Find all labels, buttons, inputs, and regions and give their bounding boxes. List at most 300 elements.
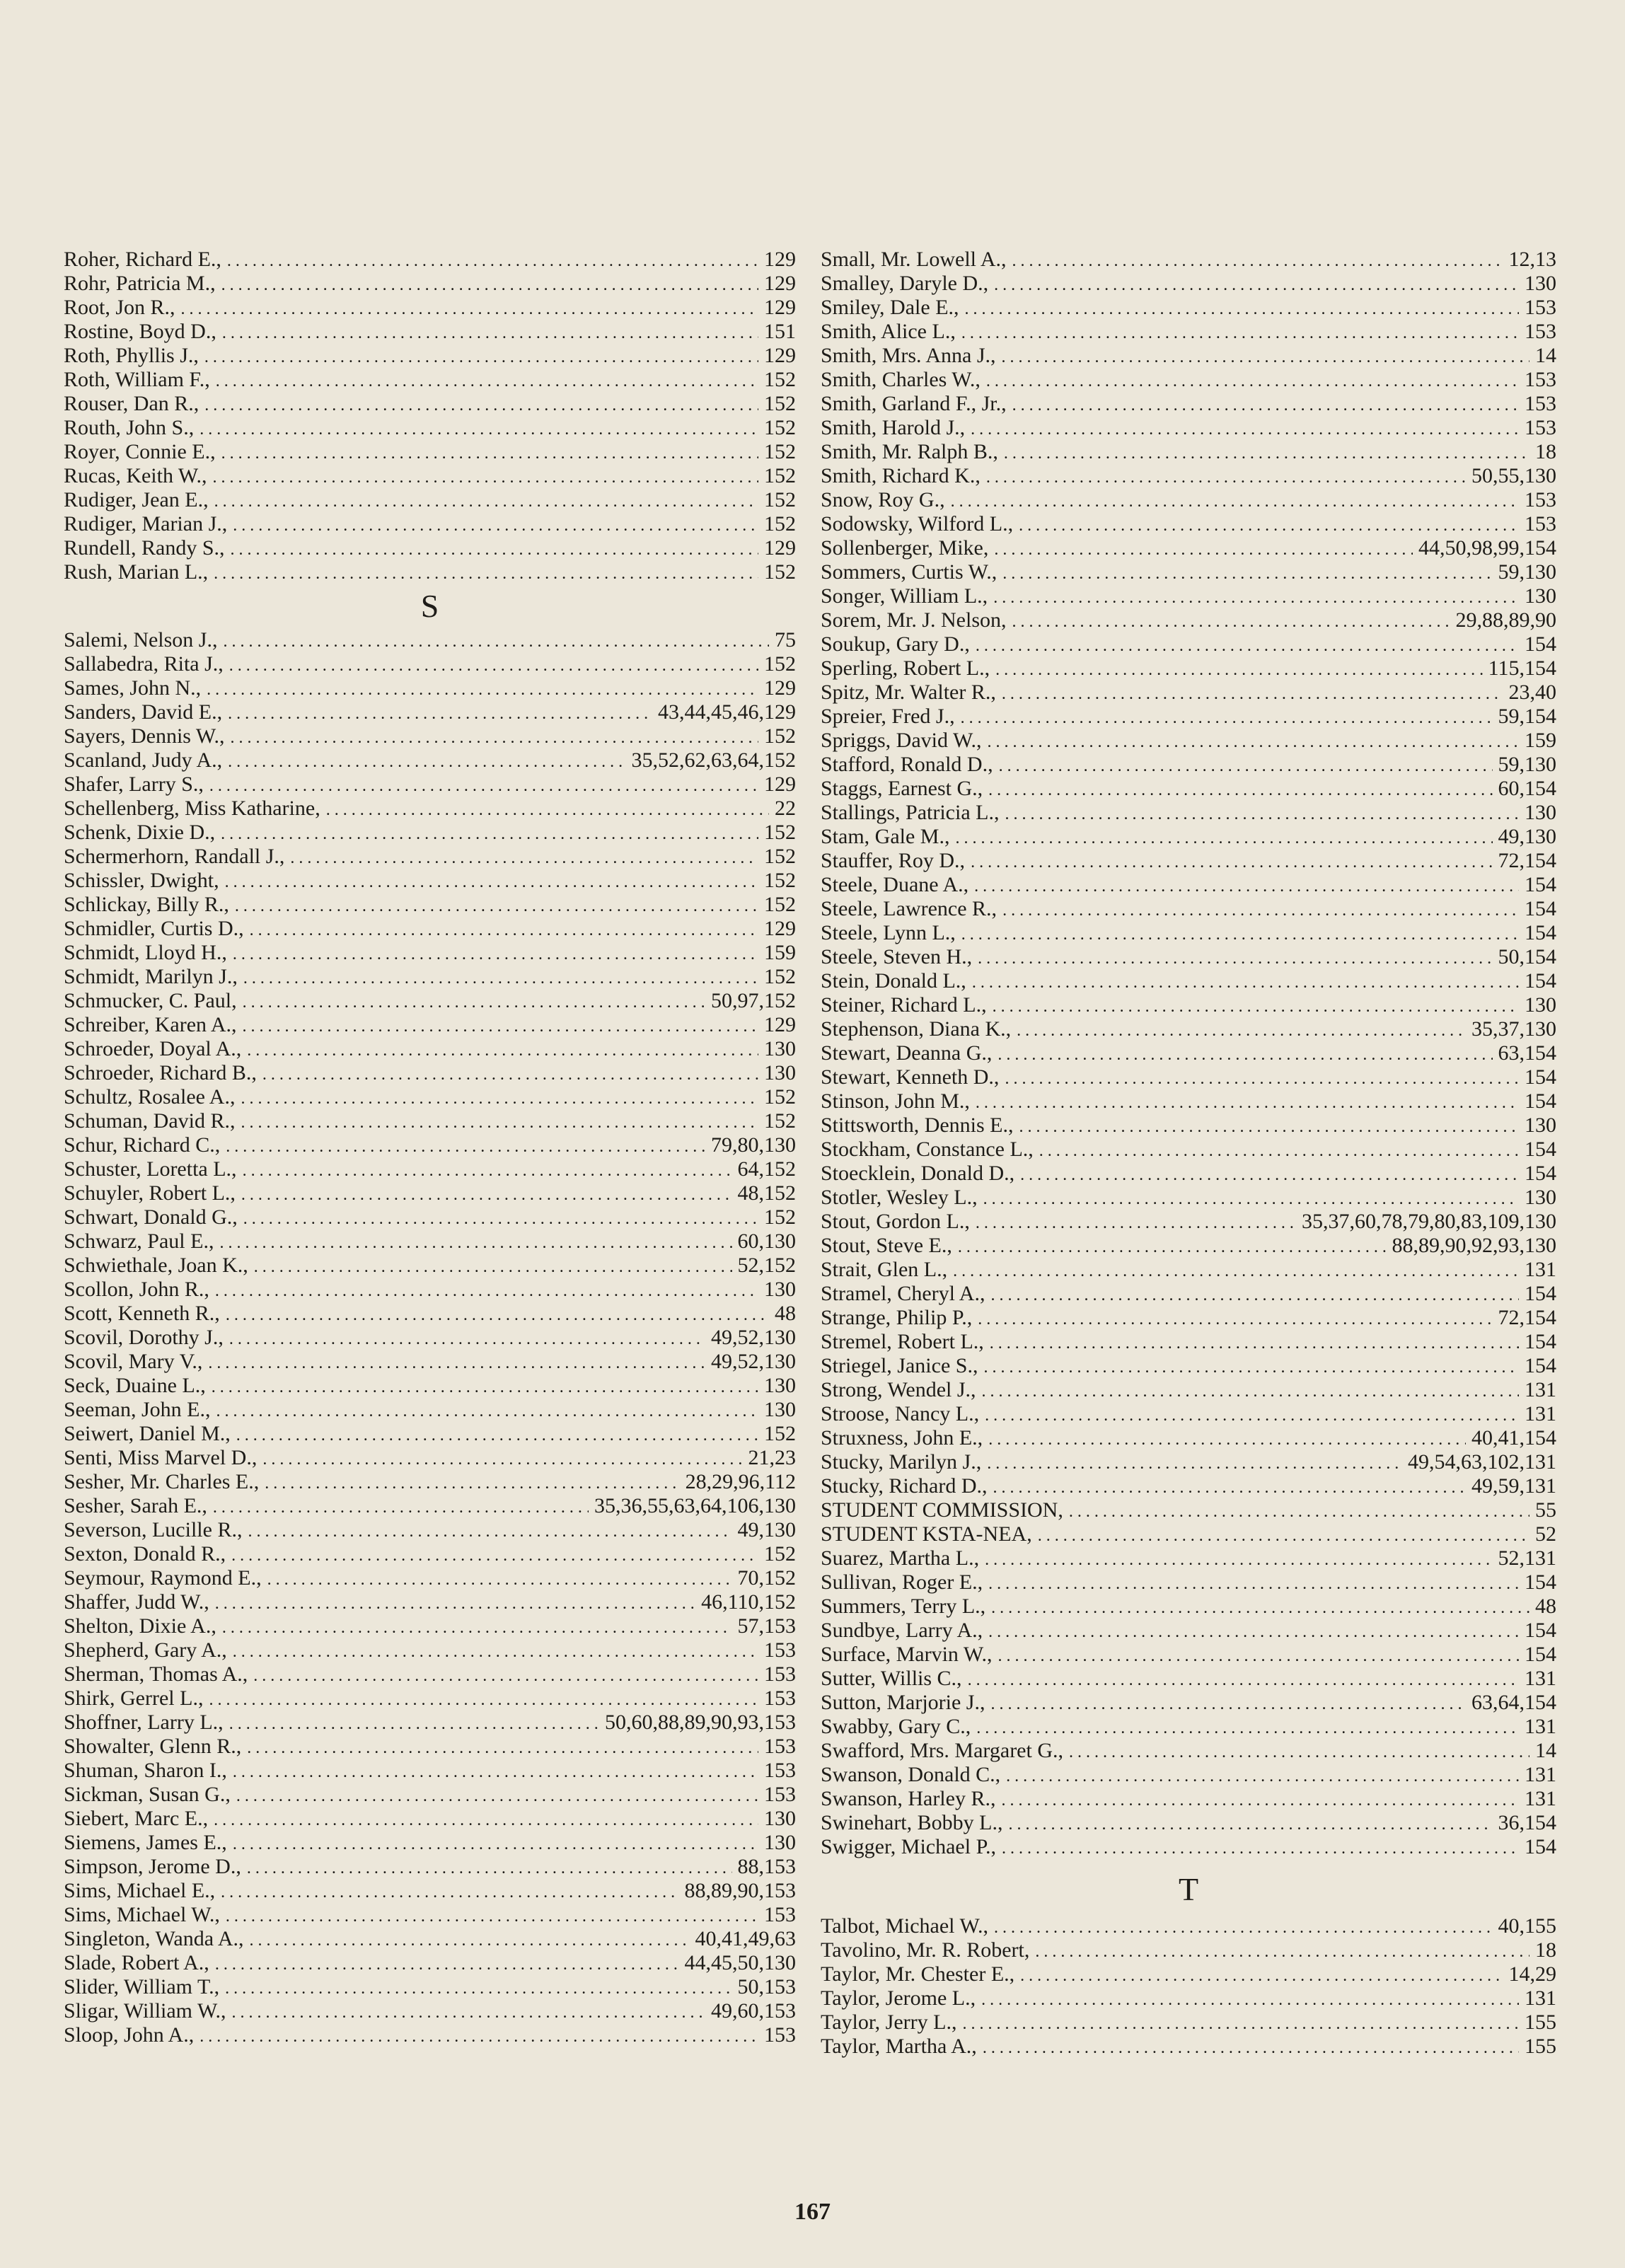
entry-name: Steele, Steven H.,: [821, 945, 973, 968]
dot-leader: [213, 465, 759, 490]
entry-name: Sommers, Curtis W.,: [821, 560, 997, 584]
entry-pages: 154: [1525, 1065, 1556, 1089]
index-entry: [64, 676, 796, 700]
index-group-s-left: [64, 628, 796, 2047]
entry-pages: 129: [764, 272, 796, 295]
entry-pages: 130: [764, 1278, 796, 1301]
entry-pages: 35,52,62,63,64,152: [631, 748, 796, 772]
entry-name: Stucky, Marilyn J.,: [821, 1450, 982, 1474]
index-entry: [64, 773, 796, 797]
index-entry: [64, 1205, 796, 1230]
entry-name: Sligar, William W.,: [64, 1999, 226, 2023]
entry-name: Schreiber, Karen A.,: [64, 1013, 237, 1036]
index-entry: [821, 897, 1556, 921]
entry-pages: 23,40: [1508, 681, 1556, 704]
index-entry: [821, 464, 1556, 488]
dot-leader: [212, 1375, 758, 1399]
entry-pages: 130: [764, 1374, 796, 1397]
dot-leader: [262, 1063, 758, 1087]
entry-name: Schmucker, C. Paul,: [64, 989, 237, 1012]
entry-pages: 60,154: [1498, 777, 1556, 800]
entry-name: Steiner, Richard L.,: [821, 993, 987, 1017]
entry-pages: 152: [764, 1422, 796, 1445]
index-entry: [64, 1783, 796, 1807]
dot-leader: [235, 894, 758, 918]
entry-name: Spreier, Fred J.,: [821, 705, 955, 728]
index-entry: [64, 869, 796, 893]
entry-name: Rudiger, Marian J.,: [64, 512, 228, 536]
index-entry: [64, 1109, 796, 1133]
dot-leader: [1006, 1764, 1519, 1788]
entry-name: Summers, Terry L.,: [821, 1595, 986, 1618]
dot-leader: [988, 778, 1492, 802]
index-entry: [821, 1914, 1556, 1938]
dot-leader: [233, 1832, 758, 1856]
entry-pages: 154: [1525, 1330, 1556, 1353]
dot-leader: [215, 1592, 695, 1616]
index-entry: [64, 1157, 796, 1181]
index-entry: [64, 1927, 796, 1951]
dot-leader: [985, 1548, 1492, 1572]
entry-pages: 28,29,96,112: [685, 1470, 796, 1493]
index-entry: [821, 1938, 1556, 1962]
entry-pages: 72,154: [1498, 849, 1556, 872]
dot-leader: [216, 1399, 758, 1423]
index-entry: [821, 656, 1556, 681]
entry-pages: 40,155: [1498, 1914, 1556, 1938]
entry-name: Stewart, Deanna G.,: [821, 1041, 993, 1065]
entry-name: Swafford, Mrs. Margaret G.,: [821, 1739, 1063, 1762]
index-entry: [821, 608, 1556, 632]
dot-leader: [983, 1355, 1519, 1379]
entry-pages: 152: [764, 1542, 796, 1566]
dot-leader: [199, 2025, 758, 2049]
dot-leader: [199, 417, 758, 441]
entry-name: Stremel, Robert L.,: [821, 1330, 984, 1353]
dot-leader: [225, 870, 758, 894]
dot-leader: [1012, 610, 1450, 634]
index-entry: [64, 464, 796, 488]
entry-name: Sickman, Susan G.,: [64, 1783, 231, 1806]
entry-name: Salemi, Nelson J.,: [64, 628, 218, 652]
entry-name: Stoecklein, Donald D.,: [821, 1162, 1015, 1185]
entry-name: Schroeder, Richard B.,: [64, 1061, 257, 1084]
entry-name: Sloop, John A.,: [64, 2023, 195, 2047]
index-entry: [821, 969, 1556, 993]
entry-name: Shepherd, Gary A.,: [64, 1638, 227, 1662]
dot-leader: [231, 538, 758, 562]
dot-leader: [265, 1471, 679, 1495]
index-entry: [64, 1302, 796, 1326]
entry-name: Suarez, Martha L.,: [821, 1546, 980, 1570]
entry-name: Stotler, Wesley L.,: [821, 1186, 978, 1209]
dot-leader: [208, 1351, 705, 1375]
entry-pages: 50,97,152: [711, 989, 796, 1012]
index-entry: [64, 1133, 796, 1157]
dot-leader: [253, 1664, 758, 1688]
index-entry: [64, 536, 796, 560]
index-entry: [64, 1494, 796, 1518]
dot-leader: [248, 1520, 731, 1544]
index-entry: [821, 801, 1556, 825]
entry-name: Tavolino, Mr. R. Robert,: [821, 1938, 1030, 1962]
entry-pages: 152: [764, 440, 796, 463]
index-right-column: [821, 248, 1556, 2059]
entry-name: Sollenberger, Mike,: [821, 536, 989, 560]
entry-name: Strong, Wendel J.,: [821, 1378, 976, 1401]
entry-name: Root, Jon R.,: [64, 296, 175, 319]
entry-name: Stafford, Ronald D.,: [821, 753, 993, 776]
dot-leader: [1002, 682, 1503, 706]
dot-leader: [241, 1111, 758, 1135]
entry-pages: 153: [1525, 512, 1556, 536]
entry-name: Scovil, Dorothy J.,: [64, 1326, 224, 1349]
index-entry: [821, 777, 1556, 801]
dot-leader: [990, 1331, 1519, 1355]
entry-name: Siemens, James E.,: [64, 1831, 227, 1854]
entry-name: Sesher, Mr. Charles E.,: [64, 1470, 260, 1493]
dot-leader: [207, 678, 758, 702]
entry-pages: 131: [1525, 1258, 1556, 1281]
entry-name: Taylor, Jerome L.,: [821, 1986, 976, 2010]
entry-pages: 154: [1525, 1570, 1556, 1594]
entry-pages: 129: [764, 917, 796, 940]
entry-name: Stallings, Patricia L.,: [821, 801, 1000, 824]
entry-name: Swanson, Donald C.,: [821, 1763, 1001, 1786]
entry-pages: 152: [764, 965, 796, 988]
index-entry: [821, 1330, 1556, 1354]
entry-name: Stittsworth, Dennis E.,: [821, 1113, 1014, 1137]
index-entry: [821, 753, 1556, 777]
index-entry: [64, 560, 796, 584]
entry-name: Schmidler, Curtis D.,: [64, 917, 244, 940]
dot-leader: [978, 947, 1492, 971]
dot-leader: [241, 1087, 758, 1111]
dot-leader: [231, 726, 759, 750]
entry-pages: 153: [1525, 320, 1556, 343]
entry-name: Swigger, Michael P.,: [821, 1835, 996, 1858]
dot-leader: [1019, 514, 1519, 538]
entry-name: Roth, Phyllis J.,: [64, 344, 199, 367]
index-entry: [64, 1807, 796, 1831]
dot-leader: [250, 918, 758, 942]
entry-pages: 18: [1535, 440, 1556, 463]
dot-leader: [985, 1404, 1519, 1428]
entry-name: Schlickay, Billy R.,: [64, 893, 229, 916]
index-entry: [64, 941, 796, 965]
dot-leader: [221, 441, 758, 465]
entry-name: Siebert, Marc E.,: [64, 1807, 209, 1830]
entry-pages: 18: [1535, 1938, 1556, 1962]
dot-leader: [953, 1259, 1519, 1283]
entry-name: Rudiger, Jean E.,: [64, 488, 209, 511]
dot-leader: [965, 297, 1519, 321]
dot-leader: [961, 321, 1519, 345]
entry-name: Swabby, Gary C.,: [821, 1715, 971, 1738]
entry-name: Routh, John S.,: [64, 416, 195, 439]
entry-pages: 131: [1525, 1763, 1556, 1786]
index-entry: [821, 705, 1556, 729]
entry-pages: 152: [764, 893, 796, 916]
entry-name: Shaffer, Judd W.,: [64, 1590, 209, 1614]
dot-leader: [1039, 1139, 1519, 1163]
index-entry: [821, 1426, 1556, 1450]
entry-name: Taylor, Mr. Chester E.,: [821, 1962, 1015, 1986]
index-entry: [64, 296, 796, 320]
entry-name: Sullivan, Roger E.,: [821, 1570, 983, 1594]
index-entry: [64, 724, 796, 748]
index-entry: [64, 1254, 796, 1278]
entry-pages: 152: [764, 488, 796, 511]
dot-leader: [227, 249, 758, 273]
dot-leader: [209, 774, 758, 798]
entry-name: Royer, Connie E.,: [64, 440, 216, 463]
entry-pages: 115,154: [1488, 656, 1556, 680]
index-entry: [821, 248, 1556, 272]
entry-name: Scanland, Judy A.,: [64, 748, 223, 772]
entry-name: Taylor, Martha A.,: [821, 2035, 977, 2058]
entry-pages: 29,88,89,90: [1455, 608, 1556, 632]
entry-pages: 52,152: [737, 1254, 796, 1277]
entry-pages: 40,41,49,63: [695, 1927, 796, 1950]
index-entry: [64, 392, 796, 416]
entry-pages: 59,154: [1498, 705, 1556, 728]
entry-pages: 88,153: [737, 1855, 796, 1878]
entry-name: Shuman, Sharon I.,: [64, 1759, 227, 1782]
entry-name: Schmidt, Lloyd H.,: [64, 941, 227, 964]
dot-leader: [993, 586, 1519, 610]
dot-leader: [1002, 562, 1492, 586]
entry-pages: 152: [764, 512, 796, 536]
entry-name: Schuster, Loretta L.,: [64, 1157, 237, 1181]
entry-pages: 49,52,130: [711, 1350, 796, 1373]
index-entry: [64, 1278, 796, 1302]
index-entry: [64, 1662, 796, 1686]
entry-pages: 152: [764, 1085, 796, 1109]
entry-pages: 55: [1535, 1498, 1556, 1522]
index-entry: [821, 681, 1556, 705]
entry-name: Spitz, Mr. Walter R.,: [821, 681, 996, 704]
dot-leader: [231, 1544, 758, 1568]
dot-leader: [1020, 1964, 1503, 1988]
entry-pages: 60,130: [737, 1230, 796, 1253]
entry-name: Sanders, David E.,: [64, 700, 223, 724]
entry-name: Small, Mr. Lowell A.,: [821, 248, 1007, 271]
entry-pages: 130: [764, 1807, 796, 1830]
entry-pages: 153: [764, 1759, 796, 1782]
index-entry: [64, 797, 796, 821]
index-left-column: [64, 248, 796, 2047]
index-entry: [821, 1354, 1556, 1378]
entry-pages: 50,60,88,89,90,93,153: [605, 1711, 796, 1734]
index-entry: [64, 652, 796, 676]
entry-pages: 131: [1525, 1378, 1556, 1401]
dot-leader: [951, 490, 1519, 514]
entry-pages: 59,130: [1498, 560, 1556, 584]
entry-name: Seiwert, Daniel M.,: [64, 1422, 231, 1445]
dot-leader: [236, 1423, 758, 1447]
entry-name: Schroeder, Doyal A.,: [64, 1037, 242, 1060]
dot-leader: [987, 1452, 1402, 1476]
index-entry: [821, 296, 1556, 320]
index-entry: [821, 1017, 1556, 1041]
dot-leader: [981, 1988, 1519, 2012]
entry-name: Senti, Miss Marvel D.,: [64, 1446, 258, 1469]
entry-pages: 129: [764, 1013, 796, 1036]
index-entry: [64, 1759, 796, 1783]
index-entry: [821, 1041, 1556, 1065]
entry-pages: 153: [1525, 368, 1556, 391]
dot-leader: [1035, 1940, 1529, 1964]
index-entry: [821, 1402, 1556, 1426]
index-entry: [64, 1085, 796, 1109]
index-group-t: [821, 1914, 1556, 2059]
dot-leader: [254, 1255, 732, 1279]
entry-pages: 130: [764, 1037, 796, 1060]
entry-name: Slade, Robert A.,: [64, 1951, 209, 1974]
index-entry: [64, 272, 796, 296]
index-entry: [821, 1787, 1556, 1811]
index-entry: [821, 272, 1556, 296]
index-entry: [64, 1686, 796, 1711]
entry-pages: 130: [764, 1398, 796, 1421]
index-entry: [821, 344, 1556, 368]
dot-leader: [226, 1904, 758, 1928]
entry-name: Stramel, Cheryl A.,: [821, 1282, 985, 1305]
index-entry: [64, 1831, 796, 1855]
dot-leader: [978, 1307, 1492, 1331]
entry-pages: 48,152: [737, 1181, 796, 1205]
entry-name: Steele, Duane A.,: [821, 873, 969, 896]
dot-leader: [990, 1283, 1519, 1307]
index-entry: [821, 632, 1556, 656]
entry-name: Sherman, Thomas A.,: [64, 1662, 248, 1686]
dot-leader: [1001, 1788, 1519, 1812]
entry-pages: 64,152: [737, 1157, 796, 1181]
entry-pages: 129: [764, 248, 796, 271]
index-entry: [821, 1186, 1556, 1210]
dot-leader: [215, 1952, 679, 1977]
entry-pages: 36,154: [1498, 1811, 1556, 1834]
index-entry: [821, 1065, 1556, 1089]
index-entry: [64, 248, 796, 272]
entry-name: Rucas, Keith W.,: [64, 464, 207, 487]
entry-pages: 70,152: [737, 1566, 796, 1590]
index-entry: [821, 921, 1556, 945]
index-entry: [821, 320, 1556, 344]
entry-name: Smith, Garland F., Jr.,: [821, 392, 1007, 415]
entry-pages: 129: [764, 536, 796, 560]
dot-leader: [1005, 802, 1519, 826]
entry-pages: 154: [1525, 1354, 1556, 1377]
dot-leader: [1069, 1500, 1529, 1524]
dot-leader: [229, 1712, 599, 1736]
entry-name: Schermerhorn, Randall J.,: [64, 845, 285, 868]
entry-name: Snow, Roy G.,: [821, 488, 945, 511]
index-entry: [64, 821, 796, 845]
entry-pages: 154: [1525, 1835, 1556, 1858]
entry-pages: 35,36,55,63,64,106,130: [594, 1494, 796, 1517]
index-entry: [821, 1619, 1556, 1643]
index-entry: [821, 416, 1556, 440]
entry-pages: 63,154: [1498, 1041, 1556, 1065]
entry-name: Stroose, Nancy L.,: [821, 1402, 980, 1425]
entry-pages: 129: [764, 676, 796, 700]
entry-pages: 88,89,90,92,93,130: [1392, 1234, 1556, 1257]
entry-pages: 52: [1535, 1522, 1556, 1546]
entry-pages: 154: [1525, 1619, 1556, 1642]
entry-name: Sexton, Donald R.,: [64, 1542, 226, 1566]
index-entry: [64, 1398, 796, 1422]
index-entry: [64, 2023, 796, 2047]
index-entry: [821, 1450, 1556, 1474]
entry-name: Shafer, Larry S.,: [64, 773, 204, 796]
dot-leader: [213, 1495, 589, 1520]
dot-leader: [993, 1476, 1466, 1500]
index-entry: [64, 344, 796, 368]
entry-pages: 129: [764, 344, 796, 367]
dot-leader: [221, 822, 758, 846]
index-entry: [821, 1138, 1556, 1162]
entry-pages: 131: [1525, 1715, 1556, 1738]
entry-pages: 152: [764, 724, 796, 748]
index-entry: [821, 1282, 1556, 1306]
entry-pages: 152: [764, 845, 796, 868]
dot-leader: [214, 562, 758, 586]
entry-name: Shoffner, Larry L.,: [64, 1711, 224, 1734]
entry-name: Stucky, Richard D.,: [821, 1474, 988, 1498]
entry-name: Sutter, Willis C.,: [821, 1667, 962, 1690]
index-entry: [821, 1162, 1556, 1186]
index-entry: [821, 1089, 1556, 1113]
entry-name: Schultz, Rosalee A.,: [64, 1085, 236, 1109]
index-entry: [64, 1446, 796, 1470]
entry-pages: 153: [1525, 416, 1556, 439]
dot-leader: [997, 1043, 1492, 1067]
entry-name: Rouser, Dan R.,: [64, 392, 199, 415]
index-entry: [64, 1350, 796, 1374]
index-entry: [821, 1763, 1556, 1787]
entry-name: Shirk, Gerrel L.,: [64, 1686, 204, 1710]
index-entry: [64, 1590, 796, 1614]
dot-leader: [326, 798, 769, 822]
entry-name: Songer, William L.,: [821, 584, 988, 608]
entry-pages: 21,23: [748, 1446, 796, 1469]
index-entry: [821, 1378, 1556, 1402]
index-entry: [821, 849, 1556, 873]
index-entry: [64, 1422, 796, 1446]
index-entry: [821, 1962, 1556, 1986]
entry-pages: 153: [764, 1686, 796, 1710]
entry-name: STUDENT KSTA-NEA,: [821, 1522, 1032, 1546]
dot-leader: [988, 730, 1519, 754]
entry-name: Sayers, Dennis W.,: [64, 724, 225, 748]
dot-leader: [961, 922, 1519, 947]
index-entry: [64, 989, 796, 1013]
entry-pages: 152: [764, 392, 796, 415]
dot-leader: [999, 754, 1493, 778]
index-entry: [64, 1230, 796, 1254]
dot-leader: [233, 514, 758, 538]
entry-name: Seeman, John E.,: [64, 1398, 211, 1421]
dot-leader: [243, 990, 705, 1014]
entry-name: Scott, Kenneth R.,: [64, 1302, 220, 1325]
entry-name: Rostine, Boyd D.,: [64, 320, 216, 343]
entry-name: Sodowsky, Wilford L.,: [821, 512, 1014, 536]
section-letter-t: T: [1178, 1871, 1199, 1907]
dot-leader: [972, 971, 1519, 995]
entry-name: Schellenberg, Miss Katharine,: [64, 797, 320, 820]
